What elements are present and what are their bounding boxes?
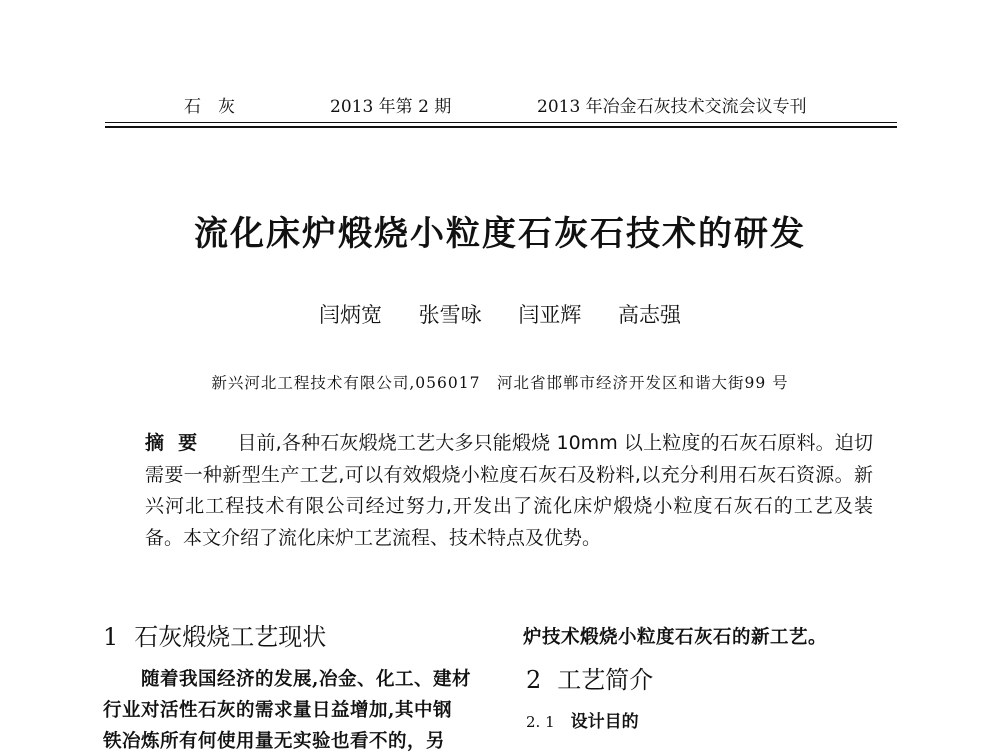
author: 张雪咏 <box>418 303 482 327</box>
abstract-text: 目前,各种石灰煅烧工艺大多只能煅烧 10mm 以上粒度的石灰石原料。迫切需要一种新型生产工艺,可以有效煅烧小粒度石灰石及粉料,以充分利用石灰石资源。新兴河北工程技术有限公司经过努力,开发出了流化床炉煅烧小粒度石灰石的工艺及装备。本文介绍了流化床炉工艺流程、技术特点及优势。 <box>145 432 873 549</box>
affiliation: 新兴河北工程技术有限公司,056017 河北省邯郸市经济开发区和谐大街99 号 <box>211 374 789 392</box>
special-issue: 2013 年冶金石灰技术交流会议专刊 <box>537 97 807 117</box>
author: 闫炳宽 <box>318 303 382 327</box>
journal-name: 石 灰 <box>184 97 235 117</box>
body-line: 炉技术煅烧小粒度石灰石的新工艺。 <box>523 627 828 648</box>
author: 高志强 <box>618 303 682 327</box>
subsection-number: 2. 1 <box>526 713 555 731</box>
body-line: 随着我国经济的发展,冶金、化工、建材 <box>141 669 471 690</box>
subsection-title: 设计目的 <box>570 712 639 732</box>
abstract <box>145 428 873 554</box>
section-heading <box>103 617 326 652</box>
section-number: 1 <box>103 623 119 651</box>
subsection-heading <box>526 707 639 732</box>
issue-number: 2013 年第 2 期 <box>330 97 452 117</box>
header-rule-thin <box>105 122 897 123</box>
paper-title: 流化床炉煅烧小粒度石灰石技术的研发 <box>194 214 806 254</box>
author-list <box>0 299 1000 329</box>
body-line: 铁冶炼所有何使用量无实验也看不的，另 <box>103 731 446 752</box>
abstract-label: 摘要 <box>145 432 212 454</box>
author: 闫亚辉 <box>518 303 582 327</box>
body-line: 行业对活性石灰的需求量日益增加,其中钢 <box>103 700 452 721</box>
section-number: 2 <box>526 666 542 694</box>
section-heading <box>526 660 653 695</box>
section-title: 工艺简介 <box>557 666 654 694</box>
section-title: 石灰煅烧工艺现状 <box>134 623 327 651</box>
header-rule-thick <box>105 126 897 128</box>
